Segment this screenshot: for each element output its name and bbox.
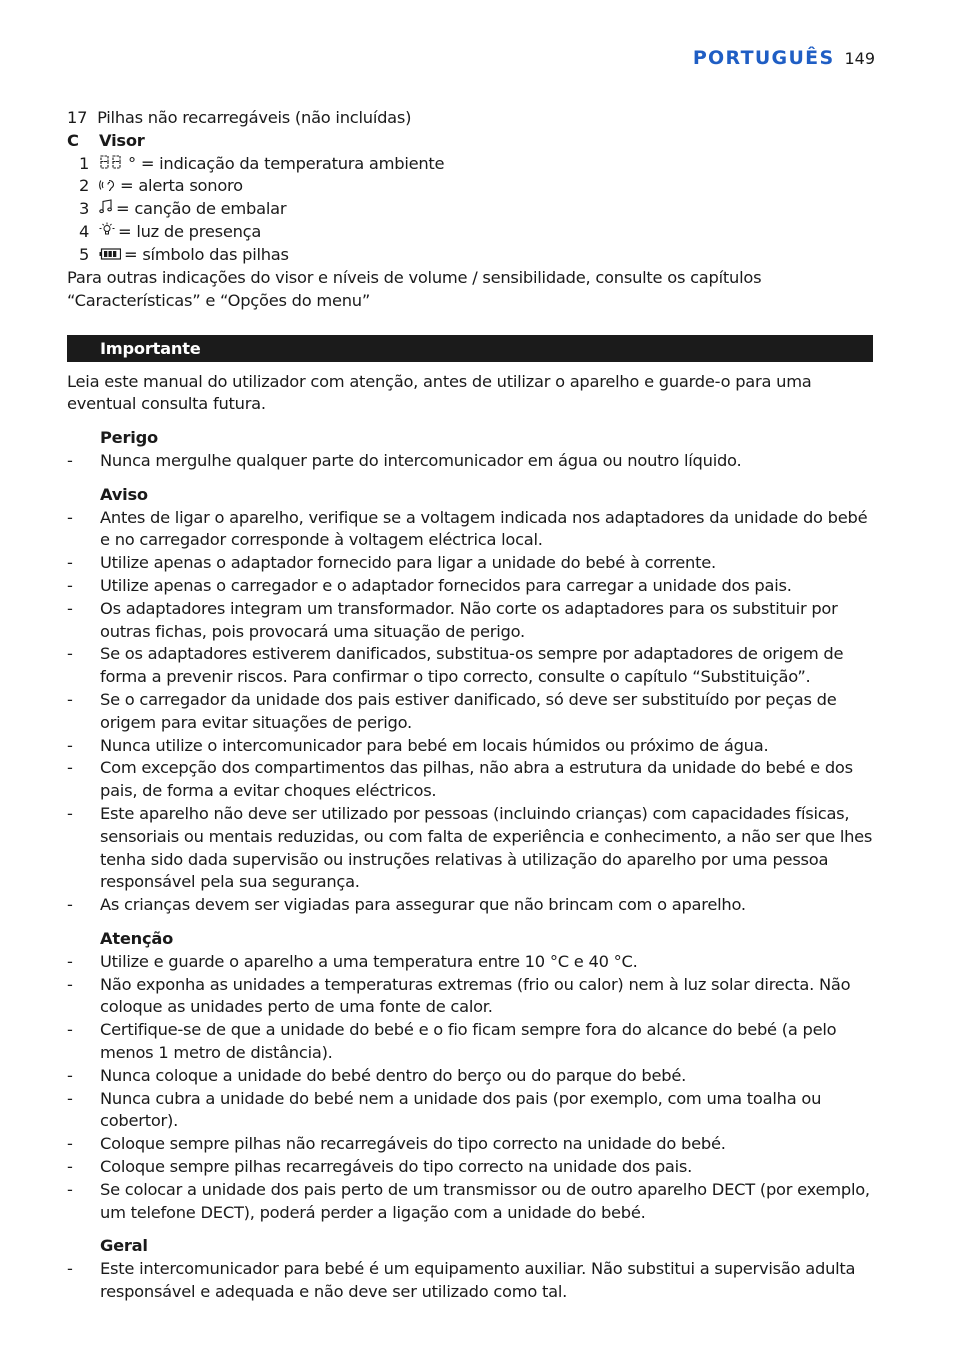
visor-item <box>67 198 873 221</box>
bullet-dash: - <box>67 1156 73 1176</box>
bullet-dash: - <box>67 598 73 618</box>
list-item-text: Coloque sempre pilhas recarregáveis do tipo correcto na unidade dos pais. <box>100 1156 693 1176</box>
list-item-text: Antes de ligar o aparelho, verifique se a voltagem indicada nos adaptadores da unidade do bebé e no carregador corresponde à voltagem eléctrica local. <box>100 507 868 550</box>
list-item <box>67 894 873 917</box>
bullet-dash: - <box>67 735 73 755</box>
list-item-text: Nunca mergulhe qualquer parte do intercomunicador em água ou noutro líquido. <box>100 451 742 471</box>
subheading-geral: Geral <box>100 1236 148 1256</box>
list-item-text: Nunca coloque a unidade do bebé dentro do berço ou do parque do bebé. <box>100 1065 687 1085</box>
list-item <box>67 1088 873 1134</box>
page-content <box>67 107 873 1304</box>
visor-note: Para outras indicações do visor e níveis de volume / sensibilidade, consulte os capítulos “Características” e “Opções do menu” <box>67 268 762 310</box>
list-item <box>67 757 873 803</box>
visor-item-number: 5 <box>79 245 90 265</box>
visor-item-text: = alerta sonoro <box>120 176 243 196</box>
list-item-text: Se o carregador da unidade dos pais estiver danificado, só deve ser substituído por peças de origem para evitar situações de perigo. <box>100 690 837 732</box>
sound-alert-icon <box>99 176 117 199</box>
list-item <box>67 552 873 575</box>
bullet-dash: - <box>67 1179 73 1199</box>
list-item-text: Com excepção dos compartimentos das pilhas, não abra a estrutura da unidade do bebé e dos pais, de forma a evitar choques eléctricos. <box>100 758 853 801</box>
visor-item <box>67 221 873 244</box>
visor-item <box>67 175 873 198</box>
list-item <box>67 1156 873 1179</box>
bullet-dash: - <box>67 1134 73 1154</box>
list-item <box>67 974 873 1020</box>
list-item-text: Utilize apenas o adaptador fornecido para ligar a unidade do bebé à corrente. <box>100 553 716 573</box>
list-item-text: Os adaptadores integram um transformador. Não corte os adaptadores para os substituir por outras fichas, pois provocará uma situação de perigo. <box>100 598 838 641</box>
visor-item-number: 4 <box>79 222 90 242</box>
visor-item-text: = símbolo das pilhas <box>124 245 289 265</box>
bullet-dash: - <box>67 951 73 971</box>
list-item-text: Se os adaptadores estiverem danificados, substitua-os sempre por adaptadores de origem de forma a prevenir riscos. Para confirmar o tipo correcto, consulte o capítulo “Substituição”. <box>100 644 844 687</box>
list-item <box>67 1258 873 1304</box>
list-item <box>67 1019 873 1065</box>
bullet-dash: - <box>67 895 73 915</box>
list-item-text: As crianças devem ser vigiadas para assegurar que não brincam com o aparelho. <box>100 895 746 915</box>
bullet-dash: - <box>67 758 73 778</box>
list-item-text: Utilize apenas o carregador e o adaptador fornecidos para carregar a unidade dos pais. <box>100 576 792 596</box>
battery-icon <box>99 244 121 267</box>
bullet-dash: - <box>67 644 73 664</box>
visor-item <box>67 244 873 267</box>
list-item-text: Certifique-se de que a unidade do bebé e o fio ficam sempre fora do alcance do bebé (a pelo menos 1 metro de distância). <box>100 1020 837 1062</box>
visor-item-number: 3 <box>79 199 90 219</box>
bullet-dash: - <box>67 451 73 471</box>
list-item <box>67 450 873 473</box>
list-item <box>67 1179 873 1225</box>
night-light-icon <box>99 221 115 244</box>
list-item <box>67 1065 873 1088</box>
list-item-text: Este aparelho não deve ser utilizado por pessoas (incluindo crianças) com capacidades físicas, sensoriais ou mentais reduzidas, ou com falta de experiência e conhecimento, a não ser que lhes tenha sido dada supervisão ou instruções relativas à utilização do aparelho por uma pessoa responsável pela sua segurança. <box>100 803 873 892</box>
page-number: 149 <box>844 49 875 68</box>
bullet-dash: - <box>67 1259 73 1279</box>
list-item-text: Este intercomunicador para bebé é um equipamento auxiliar. Não substitui a supervisão adulta responsável e adequada e não deve ser utilizado como tal. <box>100 1259 856 1301</box>
visor-item-text: = luz de presença <box>118 222 262 242</box>
list-item <box>67 1133 873 1156</box>
list-item <box>67 951 873 974</box>
list-item-text: Nunca cubra a unidade do bebé nem a unidade dos pais (por exemplo, com uma toalha ou cobertor). <box>100 1088 822 1131</box>
bullet-dash: - <box>67 690 73 709</box>
list-item-text: Utilize e guarde o aparelho a uma temperatura entre 10 °C e 40 °C. <box>100 951 638 971</box>
visor-item-number: 1 <box>79 153 90 173</box>
section-title: Visor <box>99 130 145 150</box>
list-item <box>67 803 873 894</box>
bullet-dash: - <box>67 507 73 527</box>
bullet-dash: - <box>67 553 73 573</box>
bullet-dash: - <box>67 803 73 823</box>
list-item-text: Coloque sempre pilhas não recarregáveis do tipo correcto na unidade do bebé. <box>100 1134 726 1154</box>
list-item <box>67 643 873 689</box>
importante-intro: Leia este manual do utilizador com atenção, antes de utilizar o aparelho e guarde-o para uma eventual consulta futura. <box>67 371 812 414</box>
bullet-dash: - <box>67 974 73 994</box>
bullet-dash: - <box>67 576 73 596</box>
temperature-digits-icon <box>99 153 125 176</box>
list-item <box>67 598 873 644</box>
page-header <box>693 47 875 69</box>
section-letter: C <box>67 130 79 150</box>
list-item-text: Nunca utilize o intercomunicador para bebé em locais húmidos ou próximo de água. <box>100 735 769 755</box>
visor-item-text: = canção de embalar <box>116 199 287 219</box>
list-item <box>67 575 873 598</box>
subheading-atencao: Atenção <box>100 928 174 948</box>
list-item-text: Não exponha as unidades a temperaturas extremas (frio ou calor) nem à luz solar directa. Não coloque as unidades perto de uma fonte de calor. <box>100 974 851 1017</box>
language-label: PORTUGUÊS <box>692 47 835 69</box>
bullet-dash: - <box>67 1065 73 1085</box>
list-item-text: Se colocar a unidade dos pais perto de um transmissor ou de outro aparelho DECT (por exemplo, um telefone DECT), poderá perder a ligação com a unidade do bebé. <box>100 1179 870 1222</box>
component-item-17: 17 Pilhas não recarregáveis (não incluídas) <box>67 108 412 127</box>
bullet-dash: - <box>67 1088 73 1108</box>
section-header-importante: Importante <box>67 335 873 362</box>
subheading-aviso: Aviso <box>100 484 148 504</box>
music-note-icon <box>99 198 113 221</box>
bullet-dash: - <box>67 1020 73 1040</box>
visor-item-text: ° = indicação da temperatura ambiente <box>128 153 445 173</box>
visor-item <box>67 153 873 176</box>
visor-item-number: 2 <box>79 176 90 196</box>
subheading-perigo: Perigo <box>100 428 158 448</box>
list-item <box>67 689 873 735</box>
list-item <box>67 507 873 553</box>
list-item <box>67 735 873 758</box>
section-heading-visor <box>67 130 873 153</box>
